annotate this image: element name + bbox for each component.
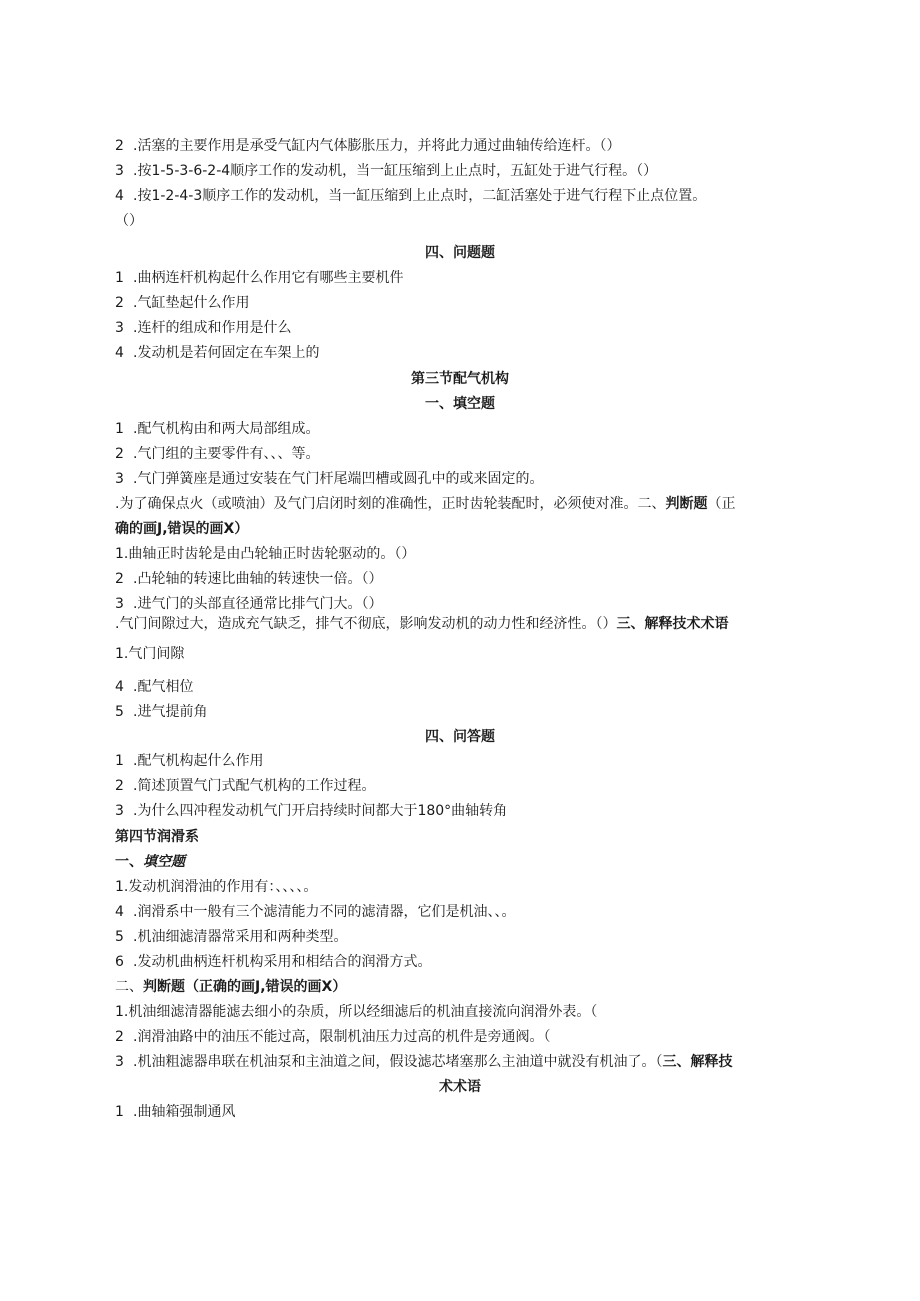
text-line: 3 .连杆的组成和作用是什么 [115,320,292,336]
section-heading: 二、判断题（正确的画J,错误的画X） [115,979,347,995]
text-line: 4 .润滑系中一般有三个滤清能力不同的滤清器，它们是机油、、。 [115,904,516,920]
text-line: 1 .配气机构由和两大局部组成。 [115,421,320,437]
text-line: 确的画J,错误的画X） [115,521,249,537]
text-line: 3 .按1-5-3-6-2-4顺序工作的发动机，当一缸压缩到上止点时，五缸处于进气行程。（） [115,163,658,179]
text-line: 5 .机油细滤清器常采用和两种类型。 [115,929,348,945]
text-line: 4 .按1-2-4-3顺序工作的发动机，当一缸压缩到上止点时，二缸活塞处于进气行程下止点位置。 [115,188,707,204]
text-line: 1.发动机润滑油的作用有：、、、、。 [115,879,318,895]
text-line: 6 .发动机曲柄连杆机构采用和相结合的润滑方式。 [115,954,432,970]
text-line: 4 .发动机是若何固定在车架上的 [115,345,320,361]
section-heading: 四、问题题 [425,245,495,261]
text-line: 1.曲轴正时齿轮是由凸轮轴正时齿轮驱动的。（） [115,546,416,562]
text-line: 3 .机油粗滤器串联在机油泵和主油道之间，假设滤芯堵塞那么主油道中就没有机油了。（三、解释技 [115,1054,733,1070]
chapter-title: 第四节润滑系 [115,829,199,845]
text-line: .为了确保点火（或喷油）及气门启闭时刻的准确性，正时齿轮装配时，必须使对准。二、判断题（正 [115,496,736,512]
text-line: 1.机油细滤清器能滤去细小的杂质，所以经细滤后的机油直接流向润滑外表。（ [115,1004,598,1020]
text-line: 4 .配气相位 [115,679,194,695]
text-line: 1 .曲轴箱强制通风 [115,1104,236,1120]
chapter-title: 第三节配气机构 [411,371,509,387]
text-line: 1 .配气机构起什么作用 [115,753,264,769]
text-line: 3 .进气门的头部直径通常比排气门大。（） [115,596,383,612]
text-line: 2 .气门组的主要零件有、、、等。 [115,446,320,462]
text-line: 3 .气门弹簧座是通过安装在气门杆尾端凹槽或圆孔中的或来固定的。 [115,471,544,487]
text-line: 2 .活塞的主要作用是承受气缸内气体膨胀压力，并将此力通过曲轴传给连杆。（） [115,138,621,154]
text-line: 2 .凸轮轴的转速比曲轴的转速快一倍。（） [115,571,383,587]
text-line: 术术语 [439,1079,481,1095]
text-line: 5 .进气提前角 [115,704,208,720]
text-line: 1 .曲柄连杆机构起什么作用它有哪些主要机件 [115,270,404,286]
text-line: 3 .为什么四冲程发动机气门开启持续时间都大于180°曲轴转角 [115,803,508,819]
section-heading: 一、填空题 [115,854,185,870]
text-line: 2 .简述顶置气门式配气机构的工作过程。 [115,778,376,794]
text-line: .气门间隙过大，造成充气缺乏，排气不彻底，影响发动机的动力性和经济性。（）三、解释技术术语 [115,616,729,632]
section-heading: 一、填空题 [425,396,495,412]
section-heading: 四、问答题 [425,729,495,745]
text-line: 1.气门间隙 [115,646,185,662]
text-line: 2 .气缸垫起什么作用 [115,295,250,311]
text-line: 2 .润滑油路中的油压不能过高，限制机油压力过高的机件是旁通阀。（ [115,1029,551,1045]
text-line: （） [115,213,143,229]
